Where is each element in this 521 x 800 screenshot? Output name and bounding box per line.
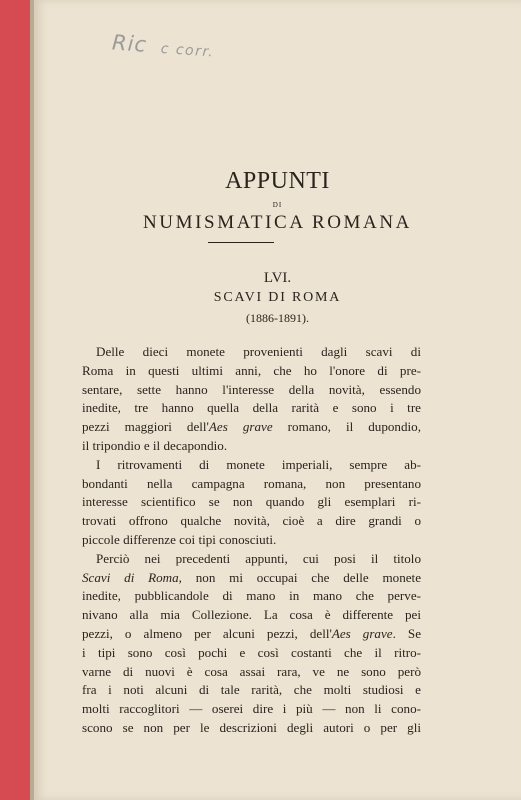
body-line: Perciò nei precedenti appunti, cui posi il titolo [96, 550, 421, 566]
section-number: LVI. [263, 270, 292, 286]
body-line: I ritrovamenti di monete imperiali, sempre ab- [96, 456, 421, 472]
handwritten-note-part-1: Ric [111, 30, 148, 57]
document-title: APPUNTI [225, 168, 330, 194]
body-line: pezzi maggiori dell'Aes grave romano, il dupondio, [82, 419, 421, 435]
title-rule [208, 242, 274, 243]
body-line: Roma in questi ultimi anni, che ho l'onore di pre- [82, 362, 421, 378]
body-line: molti raccoglitori — oserei dire i più — non li cono- [82, 701, 421, 717]
body-line: pezzi, o almeno per alcuni pezzi, dell'Aes grave. Se [82, 625, 422, 641]
handwritten-note-part-2: c corr. [160, 40, 215, 61]
body-text [82, 343, 421, 738]
red-binding-strip [0, 0, 30, 800]
body-line: scono se non per le descrizioni degli autori o per gli [82, 719, 421, 735]
body-line: nivano alla mia Collezione. La cosa è differente pei [82, 607, 421, 623]
body-line: il tripondio e il decapondio. [82, 437, 228, 453]
body-line: fra i noti alcuni di tale rarità, che molti studiosi e [82, 682, 421, 698]
body-line: interesse scientifico se non quando gli esemplari ri- [82, 494, 421, 510]
body-line: sentare, sette hanno l'interesse della novità, essendo [82, 381, 421, 397]
handwritten-note [111, 30, 215, 61]
section-dates: (1886-1891). [246, 311, 309, 325]
document-page [34, 0, 521, 800]
body-line: inedite, pubblicandole di mano in mano che perve- [82, 588, 421, 604]
section-title: SCAVI DI ROMA [213, 290, 342, 305]
body-line: varne di nuovi è cosa assai rara, ve ne sono però [82, 663, 421, 679]
body-line: i tipi sono così pochi e così costanti che il ritro- [82, 644, 421, 660]
body-line: inedite, tre hanno quella della rarità e sono i tre [82, 400, 421, 416]
document-subtitle: NUMISMATICA ROMANA [142, 212, 413, 233]
body-line: Scavi di Roma, non mi occupai che delle monete [82, 569, 422, 585]
body-line: Delle dieci monete provenienti dagli scavi di [96, 344, 421, 359]
body-line: bondanti nella campagna romana, non presentano [82, 475, 421, 491]
body-line: trovati offrono qualche novità, cioè a dire grandi o [82, 513, 421, 529]
body-line: piccole differenze coi tipi conosciuti. [82, 531, 277, 547]
title-connector: DI [272, 201, 283, 209]
